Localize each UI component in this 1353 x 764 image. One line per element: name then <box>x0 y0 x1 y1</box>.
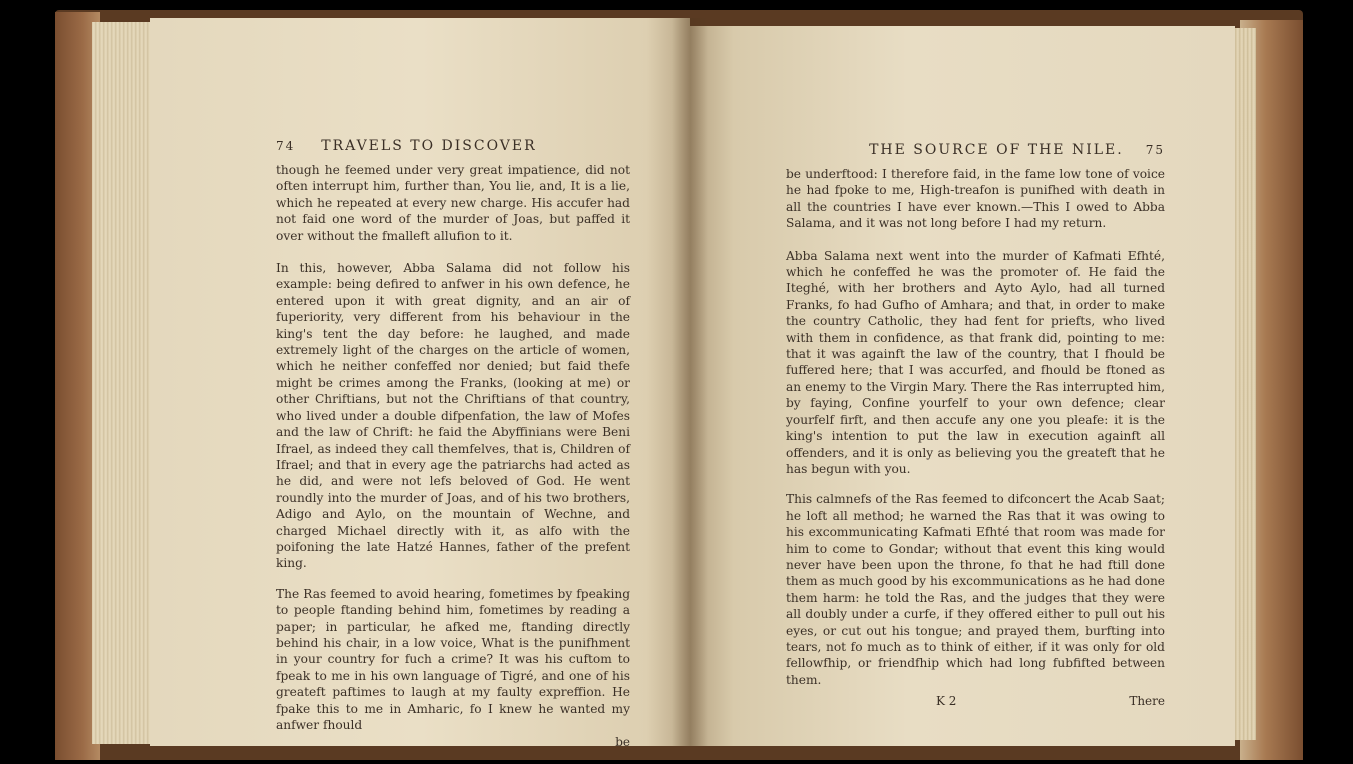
right-paragraph-3: This calmnefs of the Ras feemed to difconcert the Acab Saat; he loft all method; he warned the Ras that it was owing to his excommunicating Kafmati Efhté that room was made for him to come to Gondar; without that event this king would never have been upon the throne, fo that he had ftill done them as much good by his excommunications as he had done them harm: he told the Ras, and the judges that they were all doubly under a curfe, if they offered either to pull out his eyes, or cut out his tongue; and prayed them, burfting into tears, not fo much as to think of either, if it was only for old fellowfhip, or friendfhip which had long fubfifted between them. <box>786 492 1165 687</box>
left-catchword: be <box>615 735 630 750</box>
right-running-head <box>786 142 1165 158</box>
left-running-title: TRAVELS TO DISCOVER <box>321 138 537 154</box>
right-running-title: THE SOURCE OF THE NILE. <box>869 142 1124 158</box>
right-page-number: 75 <box>1145 143 1165 157</box>
page-edges-left <box>92 22 154 744</box>
right-catchword: There <box>1129 694 1165 709</box>
right-page <box>690 26 1235 746</box>
left-paragraph-3: The Ras feemed to avoid hearing, fometimes by fpeaking to people ftanding behind him, fometimes by reading a paper; in particular, he afked me, ftanding directly behind his chair, in a low voice, What is the punifhment in your country for fuch a crime? It was his cuftom to fpeak to me in his own language of Tigré, and one of his greateft paftimes to laugh at my faulty expreffion. He fpake this to me in Amharic, fo I knew he wanted my anfwer fhould <box>276 586 630 732</box>
left-page-number: 74 <box>276 139 296 153</box>
signature-mark: K 2 <box>936 694 957 709</box>
right-paragraph-1: be underftood: I therefore faid, in the fame low tone of voice he had fpoke to me, High-treafon is punifhed with death in all the countries I have ever known.—This I owed to Abba Salama, and it was not long before I had my return. <box>786 167 1165 231</box>
left-paragraph-1: though he feemed under very great impatience, did not often interrupt him, further than, You lie, and, It is a lie, which he repeated at every new charge. His accufer had not faid one word of the murder of Joas, but paffed it over without the fmalleft allufion to it. <box>276 163 630 243</box>
left-page <box>150 18 690 750</box>
left-running-head <box>276 138 630 154</box>
right-paragraph-2: Abba Salama next went into the murder of Kafmati Efhté, which he confeffed he was the promoter of. He faid the Iteghé, with her brothers and Ayto Aylo, had all turned Franks, fo had Gufho of Amhara; and that, in order to make the country Catholic, they had fent for priefts, who lived with them in confidence, as that frank did, pointing to me: that it was againft the law of the country, that I fhould be fuffered here; that I was accurfed, and fhould be ftoned as an enemy to the Virgin Mary. There the Ras interrupted him, by faying, Confine yourfelf to your own defence; clear yourfelf firft, and then accufe any one you pleafe: it is the king's intention to put the law in execution againft all offenders, and it is only as believing you the greateft that he has begun with you. <box>786 248 1165 476</box>
book-gutter <box>672 18 708 746</box>
right-page-footer <box>786 694 1165 708</box>
left-paragraph-2: In this, however, Abba Salama did not follow his example: being defired to anfwer in his own defence, he entered upon it with great dignity, and an air of fuperiority, very different from his behaviour in the king's tent the day before: he laughed, and made extremely light of the charges on the article of women, which he neither confeffed nor denied; but faid thefe might be crimes among the Franks, (looking at me) or other Chriftians, but not the Chriftians of that country, who lived under a double difpenfation, the law of Mofes and the law of Chrift: he faid the Abyffinians were Beni Ifrael, as indeed they call themfelves, that is, Children of Ifrael; and that in every age the patriarchs had acted as he did, and were not lefs beloved of God. He went roundly into the murder of Joas, and of his two brothers, Adigo and Aylo, on the mountain of Wechne, and charged Michael directly with it, as alfo with the poifoning the late Hatzé Hannes, father of the prefent king. <box>276 261 630 571</box>
